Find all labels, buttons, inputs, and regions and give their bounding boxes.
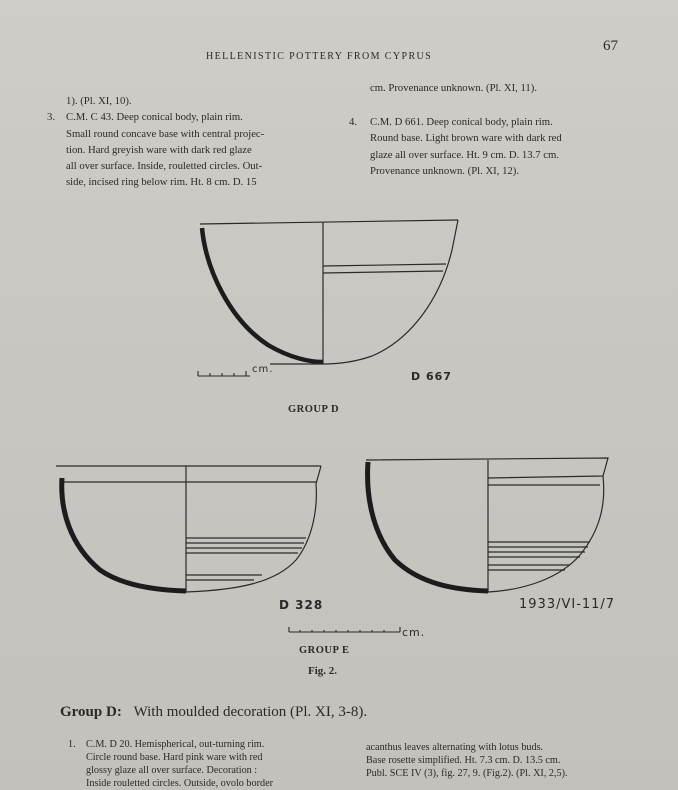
vessel-d328-mouldings <box>186 538 306 580</box>
vessel-d667-section <box>202 228 323 362</box>
vessel-1933 <box>366 458 608 592</box>
bottom-left-text <box>86 738 273 790</box>
text-line: C.M. D 661. Deep conical body, plain rim. <box>370 116 553 128</box>
bottom-right-text <box>366 741 568 780</box>
text-line: Provenance unknown. (Pl. XI, 12). <box>370 164 520 177</box>
scale-bar-bottom <box>289 627 400 632</box>
text-line: tion. Hard greyish ware with dark red glaze <box>66 143 252 156</box>
scale-label-top: cm. <box>252 364 274 375</box>
text-line: glaze all over surface. Ht. 9 cm. D. 13.7 cm. <box>370 148 560 161</box>
text-line: side, incised ring below rim. Ht. 8 cm. D. 15 <box>66 176 257 189</box>
text-line: Base rosette simplified. Ht. 7.3 cm. D. 13.5 cm. <box>366 755 561 766</box>
text-line: cm. Provenance unknown. (Pl. XI, 11). <box>370 82 538 94</box>
section-heading-label: Group D: <box>60 704 122 720</box>
vessel-d328-section <box>62 478 186 591</box>
vessel-d667-profile <box>323 220 458 364</box>
text-line: C.M. D 20. Hemispherical, out-turning rim. <box>86 739 265 750</box>
vessel-1933-profile <box>488 476 604 592</box>
section-heading <box>60 704 367 721</box>
group-d-label: GROUP D <box>288 404 340 415</box>
vessel-d667-rim <box>200 220 458 224</box>
text-line: 1). (Pl. XI, 10). <box>66 95 132 107</box>
figure-caption: Fig. 2. <box>308 665 338 677</box>
vessel-d328 <box>56 466 321 592</box>
text-line: glossy glaze all over surface. Decoration : <box>86 765 258 776</box>
vessel-1933-section <box>368 462 488 591</box>
text-line: Round base. Light brown ware with dark red <box>370 132 562 145</box>
vessel-d667-band <box>323 264 446 273</box>
scale-label-bottom: cm. <box>402 626 426 639</box>
item-number: 4. <box>349 116 358 128</box>
vessel-d667 <box>200 220 458 364</box>
vessel-d328-rim <box>56 466 321 482</box>
running-title: HELLENISTIC POTTERY FROM CYPRUS <box>206 51 433 62</box>
vessel-label-1933: 1933/VI-11/7 <box>519 597 616 612</box>
vessel-1933-mouldings <box>488 485 600 570</box>
text-line: Inside rouletted circles. Outside, ovolo border <box>86 778 274 789</box>
item-number: 3. <box>47 111 56 123</box>
text-line: acanthus leaves alternating with lotus buds. <box>366 742 544 753</box>
vessel-1933-rim <box>366 458 608 478</box>
text-line: all over surface. Inside, rouletted circles. Out- <box>66 160 263 173</box>
text-line: Publ. SCE IV (3), fig. 27, 9. (Fig.2). (Pl. XI, 2,5). <box>366 768 568 779</box>
text-line: C.M. C 43. Deep conical body, plain rim. <box>66 111 243 124</box>
text-line: Circle round base. Hard pink ware with red <box>86 752 263 763</box>
section-heading-text: With moulded decoration (Pl. XI, 3-8). <box>133 704 368 720</box>
vessel-d328-profile <box>186 466 321 592</box>
group-e-label: GROUP E <box>299 645 350 656</box>
page-number: 67 <box>603 38 618 54</box>
scale-bar-top <box>198 371 250 376</box>
vessel-label-d667: D 667 <box>411 370 452 383</box>
vessel-label-d328: D 328 <box>279 598 324 612</box>
text-line: Small round concave base with central projec- <box>66 127 265 140</box>
item-number: 1. <box>68 739 76 750</box>
